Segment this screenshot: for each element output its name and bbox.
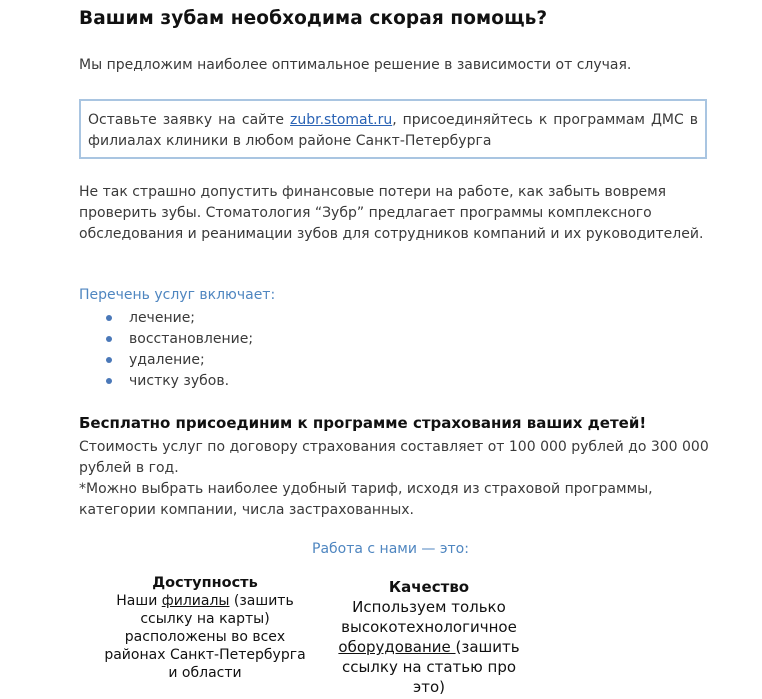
page-title: Вашим зубам необходима скорая помощь? [79,8,548,29]
branches-link[interactable]: филиалы [161,593,230,609]
list-item: чистку зубов. [103,371,253,392]
services-list [103,308,253,392]
bullet-icon [106,315,112,321]
cost-paragraph: Стоимость услуг по договору страхования составляет от 100 000 рублей до 300 000 рублей в год. [79,439,709,476]
feature-quality: Качество Используем только высокотехнологичное оборудование (зашить ссылку на статью про это) [333,577,525,697]
feature-title: Доступность [152,575,258,591]
intro-text: Мы предложим наиболее оптимальное решение в зависимости от случая. [79,57,632,73]
services-title: Перечень услуг включает: [79,287,276,303]
bullet-icon [106,357,112,363]
feature-title: Качество [388,578,470,596]
callout-box [79,99,707,159]
feature-accessibility: Доступность Наши филиалы (зашить ссылку на карты) расположены во всех районах Санкт-Петербурга и области [104,575,306,681]
tariff-note: *Можно выбрать наиболее удобный тариф, исходя из страховой программы, категории компании, числа застрахованных. [79,481,653,518]
site-link[interactable]: zubr.stomat.ru [290,112,393,128]
bullet-icon [106,378,112,384]
callout-text-after: , присоединяйтесь к программам ДМС в филиалах клиники в любом районе Санкт-Петербурга [88,112,699,149]
description-paragraph: Не так страшно допустить финансовые потери на работе, как забыть вовремя проверить зубы. Стоматология “Зубр” предлагает программы комплексного обследования и реанимации зубов для сотрудников компаний и их руководителей. [79,184,704,242]
equipment-link[interactable]: оборудование [338,638,456,656]
children-insurance-heading: Бесплатно присоединим к программе страхования ваших детей! [79,414,647,432]
list-item: лечение; [103,308,253,329]
list-item: удаление; [103,350,253,371]
list-item: восстановление; [103,329,253,350]
work-with-us-title: Работа с нами — это: [312,541,469,557]
callout-text-before: Оставьте заявку на сайте [88,112,291,128]
bullet-icon [106,336,112,342]
